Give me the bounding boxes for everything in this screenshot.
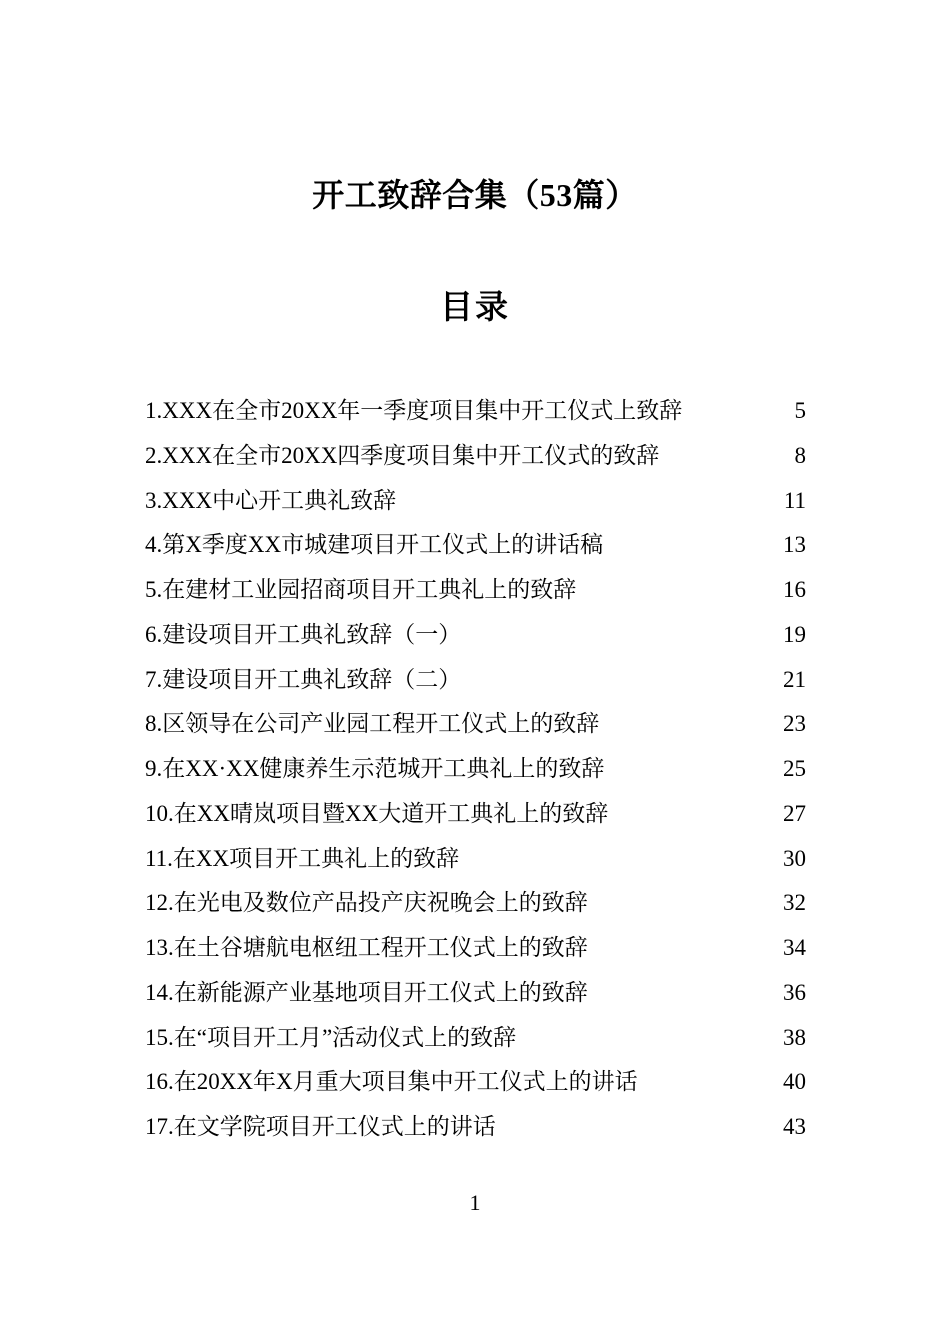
toc-entry-number: 2. (145, 442, 163, 468)
toc-entry-page: 30 (783, 845, 806, 871)
toc-entry-title: 在土谷塘航电枢纽工程开工仪式上的致辞 (173, 935, 588, 960)
toc-entry[interactable] (145, 1105, 806, 1150)
toc-entry-title: 在XX项目开工典礼上的致辞 (172, 845, 460, 871)
toc-entry-number: 16. (145, 1069, 174, 1095)
toc-entry-title: 在XX·XX健康养生示范城开工典礼上的致辞 (162, 756, 605, 781)
toc-entry-title: 在光电及数位产品投产庆祝晚会上的致辞 (173, 890, 588, 916)
toc-entry-number: 15. (145, 1024, 174, 1050)
toc-entry[interactable] (145, 568, 806, 613)
toc-entry[interactable] (145, 658, 806, 703)
toc-entry-title: 第X季度XX市城建项目开工仪式上的讲话稿 (162, 532, 604, 558)
toc-heading: 目录 (440, 290, 510, 326)
toc-entry-page: 8 (794, 442, 806, 468)
toc-entry-page: 25 (783, 756, 806, 781)
toc-entry-number: 5. (145, 577, 163, 602)
toc-entry-title: 建设项目开工典礼致辞（一） (162, 621, 462, 647)
toc-entry[interactable] (145, 837, 806, 882)
toc-entry-page: 23 (783, 711, 806, 737)
toc-entry-title: XXX中心开工典礼致辞 (162, 487, 397, 513)
toc-entry-page: 21 (783, 666, 806, 692)
toc-entry-page: 36 (783, 979, 806, 1005)
toc-entry-page: 16 (783, 577, 806, 602)
toc-entry-page: 27 (783, 800, 806, 826)
toc-entry-number: 3. (145, 487, 163, 513)
toc-entry-number: 8. (145, 711, 163, 737)
toc-entry[interactable] (145, 389, 806, 434)
toc-entry-page: 34 (783, 935, 806, 960)
toc-entry-number: 11. (145, 845, 173, 871)
toc-entry-page: 5 (794, 398, 806, 423)
toc-entry-page: 11 (783, 487, 806, 513)
toc-entry[interactable] (145, 702, 806, 747)
toc-entry[interactable] (145, 613, 806, 658)
toc-entry-number: 4. (145, 532, 163, 558)
toc-entry-number: 12. (145, 890, 174, 916)
toc-entry-number: 17. (145, 1114, 174, 1139)
toc-entry[interactable] (145, 792, 806, 837)
toc-entry-number: 7. (145, 666, 163, 692)
toc-entry[interactable] (145, 479, 806, 524)
document-title: 开工致辞合集（53篇） (312, 177, 638, 213)
table-of-contents (145, 389, 806, 1150)
toc-entry-number: 13. (145, 935, 174, 960)
page-number: 1 (469, 1190, 481, 1215)
toc-entry-title: 在文学院项目开工仪式上的讲话 (173, 1114, 496, 1139)
toc-entry-page: 43 (783, 1114, 806, 1139)
toc-entry-number: 6. (145, 621, 163, 647)
toc-entry-page: 38 (783, 1024, 806, 1050)
toc-entry-page: 40 (783, 1069, 806, 1095)
toc-entry[interactable] (145, 747, 806, 792)
toc-entry-title: 在新能源产业基地项目开工仪式上的致辞 (173, 979, 588, 1005)
toc-entry-page: 13 (783, 532, 806, 558)
toc-entry-title: 在建材工业园招商项目开工典礼上的致辞 (162, 577, 577, 602)
toc-entry[interactable] (145, 971, 806, 1016)
toc-entry[interactable] (145, 1060, 806, 1105)
toc-entry-title: 在XX晴岚项目暨XX大道开工典礼上的致辞 (173, 800, 609, 826)
toc-entry-title: 区领导在公司产业园工程开工仪式上的致辞 (162, 711, 600, 737)
toc-entry-title: 建设项目开工典礼致辞（二） (162, 666, 462, 692)
toc-entry[interactable] (145, 881, 806, 926)
toc-entry-number: 9. (145, 756, 163, 781)
toc-entry[interactable] (145, 434, 806, 479)
toc-entry-number: 14. (145, 979, 174, 1005)
toc-entry-number: 10. (145, 800, 174, 826)
toc-entry-number: 1. (145, 398, 163, 423)
toc-entry-title: 在20XX年X月重大项目集中开工仪式上的讲话 (173, 1069, 638, 1095)
toc-entry[interactable] (145, 1016, 806, 1061)
toc-entry-page: 19 (783, 621, 806, 647)
toc-entry-title: XXX在全市20XX四季度项目集中开工仪式的致辞 (162, 442, 660, 468)
toc-entry-title: XXX在全市20XX年一季度项目集中开工仪式上致辞 (162, 398, 683, 423)
toc-entry-title: 在“项目开工月”活动仪式上的致辞 (173, 1024, 517, 1050)
toc-entry[interactable] (145, 926, 806, 971)
toc-entry[interactable] (145, 523, 806, 568)
toc-entry-page: 32 (783, 890, 806, 916)
